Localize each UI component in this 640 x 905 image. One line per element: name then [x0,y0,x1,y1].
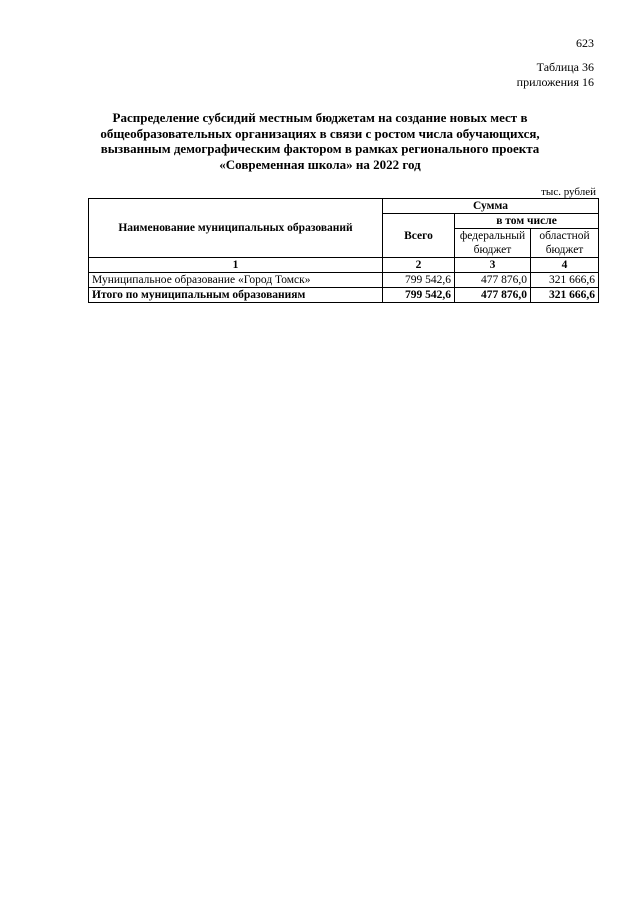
header-regional-line-1: областной [539,230,590,242]
title-line-1: Распределение субсидий местным бюджетам на создание новых мест в [112,110,528,125]
page-number: 623 [576,36,594,50]
total-row-total: 799 542,6 [383,288,455,303]
total-row-name: Итого по муниципальным образованиям [89,288,383,303]
header-regional-line-2: бюджет [545,244,584,256]
header-municipality-name: Наименование муниципальных образований [89,199,383,258]
header-total: Всего [383,214,455,258]
document-title [100,110,540,172]
subsidy-table [88,198,599,303]
title-line-3: вызванным демографическим фактором в рамках регионального проекта [100,141,540,156]
table-reference [517,60,594,90]
units-label: тыс. рублей [541,186,596,198]
table-reference-line-1: Таблица 36 [536,60,594,74]
header-including: в том числе [455,214,599,229]
header-sum: Сумма [383,199,599,214]
table-reference-line-2: приложения 16 [516,75,594,89]
header-federal-budget [455,229,531,258]
total-row-federal: 477 876,0 [455,288,531,303]
total-row-regional: 321 666,6 [531,288,599,303]
header-federal-line-2: бюджет [473,244,512,256]
title-line-2: общеобразовательных организациях в связи с ростом числа обучающихся, [100,125,540,141]
row-municipality-name: Муниципальное образование «Город Томск» [89,273,383,288]
total-row [89,288,599,303]
table-row [89,273,599,288]
column-number-row [89,258,599,273]
row-total: 799 542,6 [383,273,455,288]
column-number-1: 1 [89,258,383,273]
column-number-2: 2 [383,258,455,273]
title-line-4: «Современная школа» на 2022 год [219,156,421,172]
column-number-3: 3 [455,258,531,273]
header-federal-line-1: федеральный [459,230,526,242]
header-regional-budget [531,229,599,258]
row-federal: 477 876,0 [455,273,531,288]
column-number-4: 4 [531,258,599,273]
row-regional: 321 666,6 [531,273,599,288]
